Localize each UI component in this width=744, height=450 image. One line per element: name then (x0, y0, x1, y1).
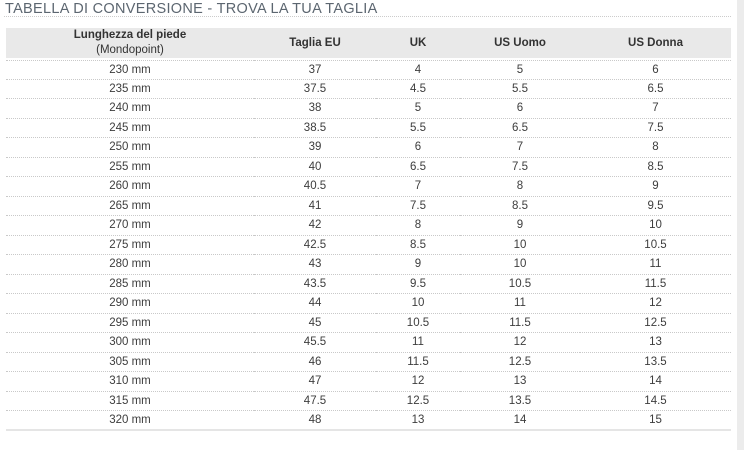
table-cell: 10 (376, 294, 460, 314)
table-cell: 12.5 (376, 392, 460, 412)
table-cell: 40 (254, 158, 376, 178)
table-cell: 9 (580, 177, 731, 197)
table-cell: 8 (376, 216, 460, 236)
table-row (6, 177, 731, 197)
table-cell: 10.5 (376, 314, 460, 334)
table-cell: 290 mm (6, 294, 254, 314)
table-cell: 6.5 (460, 119, 580, 139)
table-cell: 39 (254, 138, 376, 158)
table-cell: 5 (460, 60, 580, 80)
table-cell: 12.5 (580, 314, 731, 334)
table-cell: 14 (580, 372, 731, 392)
table-cell: 14 (460, 411, 580, 431)
table-cell: 37.5 (254, 80, 376, 100)
table-row (6, 119, 731, 139)
table-cell: 14.5 (580, 392, 731, 412)
column-header-eu-size: Taglia EU (254, 28, 376, 60)
table-cell: 8 (460, 177, 580, 197)
column-header-foot-length-label: Lunghezza del piede (73, 29, 187, 42)
table-row (6, 314, 731, 334)
table-cell: 47 (254, 372, 376, 392)
table-row (6, 236, 731, 256)
table-cell: 10.5 (580, 236, 731, 256)
table-cell: 6 (460, 99, 580, 119)
table-cell: 305 mm (6, 353, 254, 373)
table-cell: 4.5 (376, 80, 460, 100)
table-cell: 10 (580, 216, 731, 236)
column-header-us-women-size: US Donna (580, 28, 731, 60)
table-row (6, 138, 731, 158)
table-cell: 7.5 (460, 158, 580, 178)
table-cell: 40.5 (254, 177, 376, 197)
table-cell: 47.5 (254, 392, 376, 412)
table-cell: 13.5 (460, 392, 580, 412)
table-cell: 315 mm (6, 392, 254, 412)
table-cell: 13 (460, 372, 580, 392)
table-cell: 5 (376, 99, 460, 119)
table-row (6, 99, 731, 119)
table-cell: 280 mm (6, 255, 254, 275)
table-cell: 310 mm (6, 372, 254, 392)
table-cell: 12.5 (460, 353, 580, 373)
table-cell: 43 (254, 255, 376, 275)
table-cell: 41 (254, 197, 376, 217)
vertical-scrollbar[interactable] (737, 0, 744, 450)
table-row (6, 275, 731, 295)
table-cell: 11 (580, 255, 731, 275)
table-cell: 260 mm (6, 177, 254, 197)
table-cell: 13.5 (580, 353, 731, 373)
table-cell: 10.5 (460, 275, 580, 295)
table-cell: 9.5 (580, 197, 731, 217)
table-row (6, 294, 731, 314)
table-cell: 15 (580, 411, 731, 431)
table-cell: 11.5 (460, 314, 580, 334)
table-cell: 300 mm (6, 333, 254, 353)
table-cell: 38.5 (254, 119, 376, 139)
table-cell: 42 (254, 216, 376, 236)
table-cell: 7 (580, 99, 731, 119)
size-conversion-table (6, 28, 731, 431)
table-header (6, 28, 731, 60)
table-cell: 46 (254, 353, 376, 373)
table-cell: 13 (580, 333, 731, 353)
table-cell: 6 (580, 60, 731, 80)
column-header-foot-length (6, 28, 254, 60)
table-cell: 285 mm (6, 275, 254, 295)
table-cell: 12 (376, 372, 460, 392)
table-cell: 6.5 (376, 158, 460, 178)
table-header-row (6, 28, 731, 60)
table-cell: 42.5 (254, 236, 376, 256)
table-cell: 11 (376, 333, 460, 353)
table-cell: 250 mm (6, 138, 254, 158)
table-cell: 230 mm (6, 60, 254, 80)
table-cell: 45 (254, 314, 376, 334)
table-row (6, 353, 731, 373)
column-header-uk-size: UK (376, 28, 460, 60)
table-row (6, 411, 731, 431)
table-row (6, 372, 731, 392)
table-cell: 9 (460, 216, 580, 236)
page-title: TABELLA DI CONVERSIONE - TROVA LA TUA TAGLIA (5, 1, 378, 17)
table-row (6, 80, 731, 100)
table-cell: 7 (376, 177, 460, 197)
column-header-us-men-size: US Uomo (460, 28, 580, 60)
column-header-mondopoint-label: (Mondopoint) (96, 44, 164, 56)
table-row (6, 60, 731, 80)
table-cell: 275 mm (6, 236, 254, 256)
table-cell: 13 (376, 411, 460, 431)
table-cell: 8.5 (580, 158, 731, 178)
table-cell: 37 (254, 60, 376, 80)
table-cell: 7 (460, 138, 580, 158)
table-row (6, 158, 731, 178)
table-cell: 320 mm (6, 411, 254, 431)
table-cell: 10 (460, 236, 580, 256)
table-body (6, 60, 731, 431)
table-cell: 10 (460, 255, 580, 275)
table-cell: 38 (254, 99, 376, 119)
table-row (6, 392, 731, 412)
table-cell: 11 (460, 294, 580, 314)
table-cell: 6.5 (580, 80, 731, 100)
table-row (6, 197, 731, 217)
table-cell: 5.5 (460, 80, 580, 100)
table-cell: 295 mm (6, 314, 254, 334)
table-cell: 4 (376, 60, 460, 80)
table-cell: 255 mm (6, 158, 254, 178)
table-row (6, 216, 731, 236)
table-cell: 235 mm (6, 80, 254, 100)
table-cell: 45.5 (254, 333, 376, 353)
table-cell: 7.5 (376, 197, 460, 217)
table-cell: 5.5 (376, 119, 460, 139)
table-cell: 48 (254, 411, 376, 431)
table-cell: 240 mm (6, 99, 254, 119)
table-cell: 8 (580, 138, 731, 158)
title-separator (4, 16, 731, 17)
table-cell: 12 (580, 294, 731, 314)
table-cell: 6 (376, 138, 460, 158)
table-cell: 270 mm (6, 216, 254, 236)
table-row (6, 255, 731, 275)
table-cell: 265 mm (6, 197, 254, 217)
table-cell: 44 (254, 294, 376, 314)
table-cell: 8.5 (376, 236, 460, 256)
table-cell: 8.5 (460, 197, 580, 217)
table-cell: 12 (460, 333, 580, 353)
size-conversion-table-container (6, 28, 731, 431)
table-cell: 11.5 (580, 275, 731, 295)
table-cell: 9 (376, 255, 460, 275)
table-cell: 9.5 (376, 275, 460, 295)
table-cell: 11.5 (376, 353, 460, 373)
table-cell: 7.5 (580, 119, 731, 139)
table-row (6, 333, 731, 353)
table-cell: 245 mm (6, 119, 254, 139)
table-cell: 43.5 (254, 275, 376, 295)
